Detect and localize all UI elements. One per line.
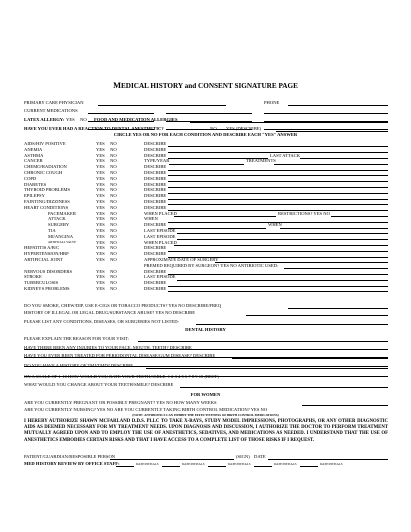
- medication-field-2[interactable]: [166, 113, 252, 114]
- condition-describe-label: LAST EPISODE: [144, 228, 176, 233]
- condition-describe-label: DESCRIBE: [144, 204, 167, 210]
- title-text: EDICAL HISTORY and CONSENT SIGNATURE PAGE: [121, 82, 298, 90]
- condition-secondary-label: LAST ATTACK: [270, 152, 301, 158]
- condition-yes-option[interactable]: YES: [96, 204, 105, 210]
- birth-control-note: (NOTE: ANTIBIOTICS CAN INHIBIT THE EFFECTIVENESS OF BIRTH CONTROL MEDICATIONS): [132, 413, 279, 417]
- condition-describe-label: DESCRIBE: [144, 199, 167, 204]
- other-conditions-label: PLEASE LIST ANY CONDITIONS, DISEASES, OR SURGERIES NOT LISTED:: [24, 319, 179, 324]
- for-women-heading: FOR WOMEN: [190, 392, 221, 397]
- condition-name: HEPATITIS A/B/C: [24, 245, 60, 251]
- condition-describe-label: DESCRIBE: [144, 286, 167, 291]
- condition-describe-label: TYPE/YEAR: [144, 158, 170, 164]
- signature-label: PATIENT/GUARDIAN/RESPOSIBLE PERSON: [24, 454, 116, 459]
- physician-label: PRIMARY CARE PHYSICIAN: [24, 100, 84, 105]
- condition-describe-label: DESCRIBE: [144, 245, 167, 251]
- condition-row: [24, 154, 394, 160]
- condition-describe-label: WHEN PLACED: [144, 239, 177, 245]
- condition-yes-option[interactable]: YES: [96, 158, 105, 164]
- condition-no-option[interactable]: NO: [110, 152, 117, 158]
- smile-change-field[interactable]: [180, 387, 388, 388]
- condition-yes-option[interactable]: YES: [96, 152, 105, 158]
- condition-row: [24, 246, 394, 252]
- sign-label: (SIGN): [236, 454, 250, 459]
- condition-describe-label: WHEN: [144, 216, 158, 222]
- condition-name: EPILEPSY: [24, 193, 45, 199]
- condition-yes-option[interactable]: YES: [96, 170, 105, 175]
- medication-field-9[interactable]: [264, 129, 388, 130]
- condition-no-option[interactable]: NO: [110, 286, 117, 291]
- visit-reason-field[interactable]: [138, 341, 388, 342]
- condition-describe-label: DESCRIBE: [144, 141, 167, 146]
- review-date-initials-5: DATE/INITIALS: [320, 462, 343, 466]
- condition-name: MI/ANGINA: [48, 233, 74, 239]
- condition-describe-label: DESCRIBE: [144, 280, 167, 286]
- condition-name: FAINTING/DIZZINESS: [24, 199, 70, 204]
- condition-no-option[interactable]: NO: [110, 141, 117, 146]
- condition-no-option[interactable]: NO: [110, 228, 117, 233]
- other-conditions-field[interactable]: [196, 324, 388, 325]
- condition-row: [24, 142, 394, 148]
- condition-row: [24, 217, 394, 223]
- smile-change-question: WHAT WOULD YOU CHANGE ABOUT YOUR TEETH/SMILE? DESCRIBE: [24, 382, 174, 387]
- condition-no-option[interactable]: NO: [110, 210, 117, 216]
- title-initial: M: [113, 81, 121, 90]
- condition-describe-label: DESCRIBE: [144, 187, 167, 193]
- condition-yes-option[interactable]: YES: [96, 175, 105, 181]
- review-line-2[interactable]: [162, 466, 180, 467]
- pregnant-question: ARE YOU CURRENTLY PREGNANT OR POSSIBLY PREGNANT? YES NO HOW MANY WEEKS: [24, 400, 217, 405]
- condition-yes-option[interactable]: YES: [96, 268, 105, 274]
- nursing-question: ARE YOU CURRENTLY NURSING? YES NO ARE YOU CURRENTLY TAKING BIRTH CONTROL MEDICATION? YES NO: [24, 407, 268, 412]
- medication-field-1[interactable]: [88, 113, 154, 114]
- condition-yes-option[interactable]: YES: [96, 228, 105, 233]
- condition-yes-option[interactable]: YES: [96, 216, 105, 222]
- condition-name: ASTHMA: [24, 152, 44, 158]
- condition-name: HEART CONDITIONS: [24, 204, 69, 210]
- condition-yes-option[interactable]: YES: [96, 251, 105, 257]
- visit-reason-label: PLEASE EXPLAIN THE REASON FOR YOUR VISIT:: [24, 336, 130, 341]
- condition-no-option[interactable]: NO: [110, 164, 117, 170]
- condition-yes-option[interactable]: YES: [96, 233, 105, 239]
- review-date-initials-3: DATE/INITIALS: [228, 462, 251, 466]
- condition-no-option[interactable]: NO: [110, 181, 117, 187]
- condition-no-option[interactable]: NO: [110, 199, 117, 204]
- condition-describe-label: APPROXIMATE DATE OF SURGERY: [144, 257, 219, 262]
- condition-row: [24, 206, 394, 212]
- condition-name: PACEMAKER: [48, 210, 76, 216]
- condition-describe-label: DESCRIBE: [144, 181, 167, 187]
- condition-describe-label: LAST EPISODE: [144, 274, 176, 280]
- condition-describe-label: DESCRIBE: [144, 222, 167, 228]
- condition-name: NERVOUS DISORDERS: [24, 268, 73, 274]
- condition-describe-label: WHEN PLACED: [144, 210, 177, 216]
- condition-describe-label: DESCRIBE: [144, 170, 167, 175]
- condition-row: [24, 241, 394, 247]
- physician-field[interactable]: [98, 105, 226, 106]
- condition-row: [24, 200, 394, 206]
- condition-no-option[interactable]: NO: [110, 158, 117, 164]
- condition-row: [24, 275, 394, 281]
- condition-describe-label: DESCRIBE: [144, 251, 167, 257]
- condition-row: [24, 229, 394, 235]
- condition-name: STROKE: [24, 274, 42, 280]
- condition-secondary-label: TREATMENTS: [246, 158, 276, 164]
- condition-row: [24, 159, 394, 165]
- condition-row: [24, 212, 394, 218]
- condition-name: COPD: [24, 175, 37, 181]
- food-allergies-label: FOOD AND MEDICATION ALLERGIES: [94, 117, 178, 122]
- condition-name: HYPERTENSION/HBP: [24, 251, 69, 257]
- condition-no-option[interactable]: NO: [110, 274, 117, 280]
- dental-history-heading: DENTAL HISTORY: [185, 327, 226, 332]
- condition-no-option[interactable]: NO: [110, 251, 117, 257]
- review-line-3[interactable]: [208, 466, 226, 467]
- condition-yes-option[interactable]: YES: [96, 239, 105, 245]
- condition-row: [24, 165, 394, 171]
- condition-no-option[interactable]: NO: [110, 257, 117, 262]
- condition-no-option[interactable]: NO: [110, 193, 117, 199]
- condition-no-option[interactable]: NO: [110, 280, 117, 286]
- condition-yes-option[interactable]: YES: [96, 210, 105, 216]
- condition-name: THYROID PROBLEMS: [24, 187, 71, 193]
- condition-yes-option[interactable]: YES: [96, 199, 105, 204]
- condition-no-option[interactable]: NO: [110, 222, 117, 228]
- condition-describe-label: DESCRIBE: [144, 175, 167, 181]
- review-date-initials-4: DATE/INITIALS: [274, 462, 297, 466]
- condition-row: [24, 223, 394, 229]
- condition-yes-option[interactable]: YES: [96, 274, 105, 280]
- injuries-question: HAVE THERE BEEN ANY INJURIES TO YOUR FACE, MOUTH, TEETH? DESCRIBE: [24, 345, 192, 350]
- condition-row: [24, 177, 394, 183]
- condition-no-option[interactable]: NO: [110, 239, 117, 245]
- condition-name: ARTIFICIAL JOINT: [24, 257, 63, 262]
- condition-yes-option[interactable]: YES: [96, 187, 105, 193]
- drug-question: HISTORY OF ILLEGAL OR LEGAL DRUG/SUBSTANCE ABUSE? YES NO DESCRIBE: [24, 310, 196, 315]
- condition-row: [24, 264, 394, 270]
- pregnant-weeks-field[interactable]: [302, 405, 388, 406]
- condition-describe-label: DESCRIBE: [144, 146, 167, 152]
- condition-yes-option[interactable]: YES: [96, 193, 105, 199]
- perio-field[interactable]: [232, 358, 388, 359]
- condition-no-option[interactable]: NO: [110, 216, 117, 222]
- anesthetic-reaction-no[interactable]: NO: [210, 126, 217, 131]
- latex-no[interactable]: NO: [80, 117, 87, 122]
- perio-question: HAVE YOU EVER BEEN TREATED FOR PERIODONTAL DISEASE/GUM DISEASE? DESCRIBE: [24, 353, 216, 358]
- condition-yes-option[interactable]: YES: [96, 280, 105, 286]
- page-title: [0, 82, 411, 90]
- review-date-initials-2: DATE/INITIALS: [182, 462, 205, 466]
- condition-yes-option[interactable]: YES: [96, 141, 105, 146]
- condition-no-option[interactable]: NO: [110, 187, 117, 193]
- anesthetic-reaction-label: HAVE YOU EVER HAD A REACTION TO DENTAL ANESTHETIC?: [24, 126, 164, 131]
- condition-name: KIDNEYS PROBLEMS: [24, 286, 70, 291]
- condition-name: AIDS/HIV POSITIVE: [24, 141, 66, 146]
- condition-yes-option[interactable]: YES: [96, 222, 105, 228]
- phone-label: PHONE: [264, 100, 280, 105]
- condition-row: [24, 188, 394, 194]
- condition-describe-label: PREMED REQUIRED BY SURGEON? YES NO ANTIBIOTIC USED:: [144, 262, 279, 268]
- condition-describe-label: DESCRIBE: [144, 193, 167, 199]
- condition-name: CHEMO/RADIATION: [24, 164, 67, 170]
- condition-secondary-label: WHEN: [268, 222, 282, 228]
- condition-row: [24, 281, 394, 287]
- medications-label: CURRENT MEDICATIONS: [24, 108, 78, 113]
- anesthetic-reaction-yes[interactable]: YES (DESCRIBE): [226, 126, 262, 131]
- condition-no-option[interactable]: NO: [110, 146, 117, 152]
- condition-describe-label: DESCRIBE: [144, 164, 167, 170]
- condition-secondary-label: RESTRICTIONS? YES NO: [278, 210, 330, 216]
- phone-field[interactable]: [288, 105, 388, 106]
- condition-row: [24, 270, 394, 276]
- food-allergies-field[interactable]: [190, 122, 388, 123]
- circle-instruction: CIRCLE YES OR NO FOR EACH CONDITION AND DESCRIBE EACH "YES" ANSWER: [113, 132, 298, 137]
- condition-name: TIA: [48, 228, 56, 233]
- condition-no-option[interactable]: NO: [110, 175, 117, 181]
- condition-name: DIABETES: [24, 181, 47, 187]
- review-line-1[interactable]: [116, 466, 134, 467]
- condition-name: TUBERCULOSIS: [24, 280, 59, 286]
- condition-name: CANCER: [24, 158, 43, 164]
- smile-rating-scale[interactable]: ON A SCALE OF 1-10 HOW WOULD YOU RATE YOUR TEETH/SMILE: 1 2 3 4 5 6 7 8 9 10 (BEST): [24, 374, 219, 379]
- condition-row: [24, 148, 394, 154]
- consent-text: I HEREBY AUTHORIZE SHAWN MCFARLAND D.D.S. PLLC TO TAKE X-RAYS, STUDY MODEL IMPRESSIONS, PHOTOGRAPHS, OR ANY OTHER DIAGNOSTIC AIDS AS DEEMED NECESSARY FOR MY TREATMENT NEEDS. UPON DIAGNOSIS AND DISCUSSION, I AUTHORIZE THE DOCTOR TO PERFORM TREATMENT MUTUALLY AGREED UPON AND TO EMPLOY THE USE OF ANESTHETICS, SEDATIVES, AND MEDICATIONS AS NEEDED. I UNDERSTAND THAT THE USE OF ANESTHETICS EMBODIES CERTAIN RISKS AND THAT I HAVE ACCESS TO A COMPLETE LIST OF THOSE RISKS IF I REQUEST.: [24, 419, 388, 443]
- review-line-4[interactable]: [254, 466, 272, 467]
- condition-row: [24, 171, 394, 177]
- condition-no-option[interactable]: NO: [110, 170, 117, 175]
- latex-yes[interactable]: YES: [66, 117, 75, 122]
- condition-yes-option[interactable]: YES: [96, 146, 105, 152]
- condition-no-option[interactable]: NO: [110, 245, 117, 251]
- signature-field[interactable]: [110, 459, 234, 460]
- smoke-field[interactable]: [288, 308, 388, 309]
- condition-yes-option[interactable]: YES: [96, 257, 105, 262]
- condition-no-option[interactable]: NO: [110, 233, 117, 239]
- review-line-5[interactable]: [300, 466, 318, 467]
- condition-name: CHRONIC COUGH: [24, 170, 63, 175]
- condition-name: ARTIFICIAL VALVE: [48, 239, 77, 244]
- medication-field-3[interactable]: [264, 113, 388, 114]
- condition-describe-label: DESCRIBE: [144, 152, 167, 158]
- condition-no-option[interactable]: NO: [110, 268, 117, 274]
- smoke-question: DO YOU SMOKE, CHEW/DIP, USE E-CIGS OR TOBACCO PRODUCTS? YES NO DESCRIBE/FREQ: [24, 303, 222, 308]
- condition-yes-option[interactable]: YES: [96, 164, 105, 170]
- condition-row: [24, 183, 394, 189]
- condition-yes-option[interactable]: YES: [96, 181, 105, 187]
- date-label: DATE: [254, 454, 266, 459]
- review-date-initials-1: DATE/INITIALS: [136, 462, 159, 466]
- condition-name: SURGERY: [48, 222, 70, 228]
- condition-row: [24, 194, 394, 200]
- condition-no-option[interactable]: NO: [110, 204, 117, 210]
- condition-row: [24, 287, 394, 293]
- condition-yes-option[interactable]: YES: [96, 286, 105, 291]
- latex-label: LATEX ALLERGY:: [24, 117, 65, 122]
- staff-review-label: MED HISTORY REVIEW BY OFFICE STAFF:: [24, 461, 120, 466]
- condition-describe-label: LAST EPISODE: [144, 233, 176, 239]
- condition-name: ATTACK: [48, 216, 66, 222]
- condition-describe-field[interactable]: [168, 291, 388, 292]
- condition-yes-option[interactable]: YES: [96, 245, 105, 251]
- condition-row: [24, 235, 394, 241]
- tmj-question: DO YOU HAVE A HISTORY OF TMJ/TMD? DESCRIBE: [24, 363, 134, 368]
- drug-field[interactable]: [246, 315, 388, 316]
- condition-describe-label: DESCRIBE: [144, 268, 167, 274]
- tmj-field[interactable]: [146, 368, 388, 369]
- date-field[interactable]: [268, 459, 388, 460]
- condition-name: ANEMIA: [24, 146, 43, 152]
